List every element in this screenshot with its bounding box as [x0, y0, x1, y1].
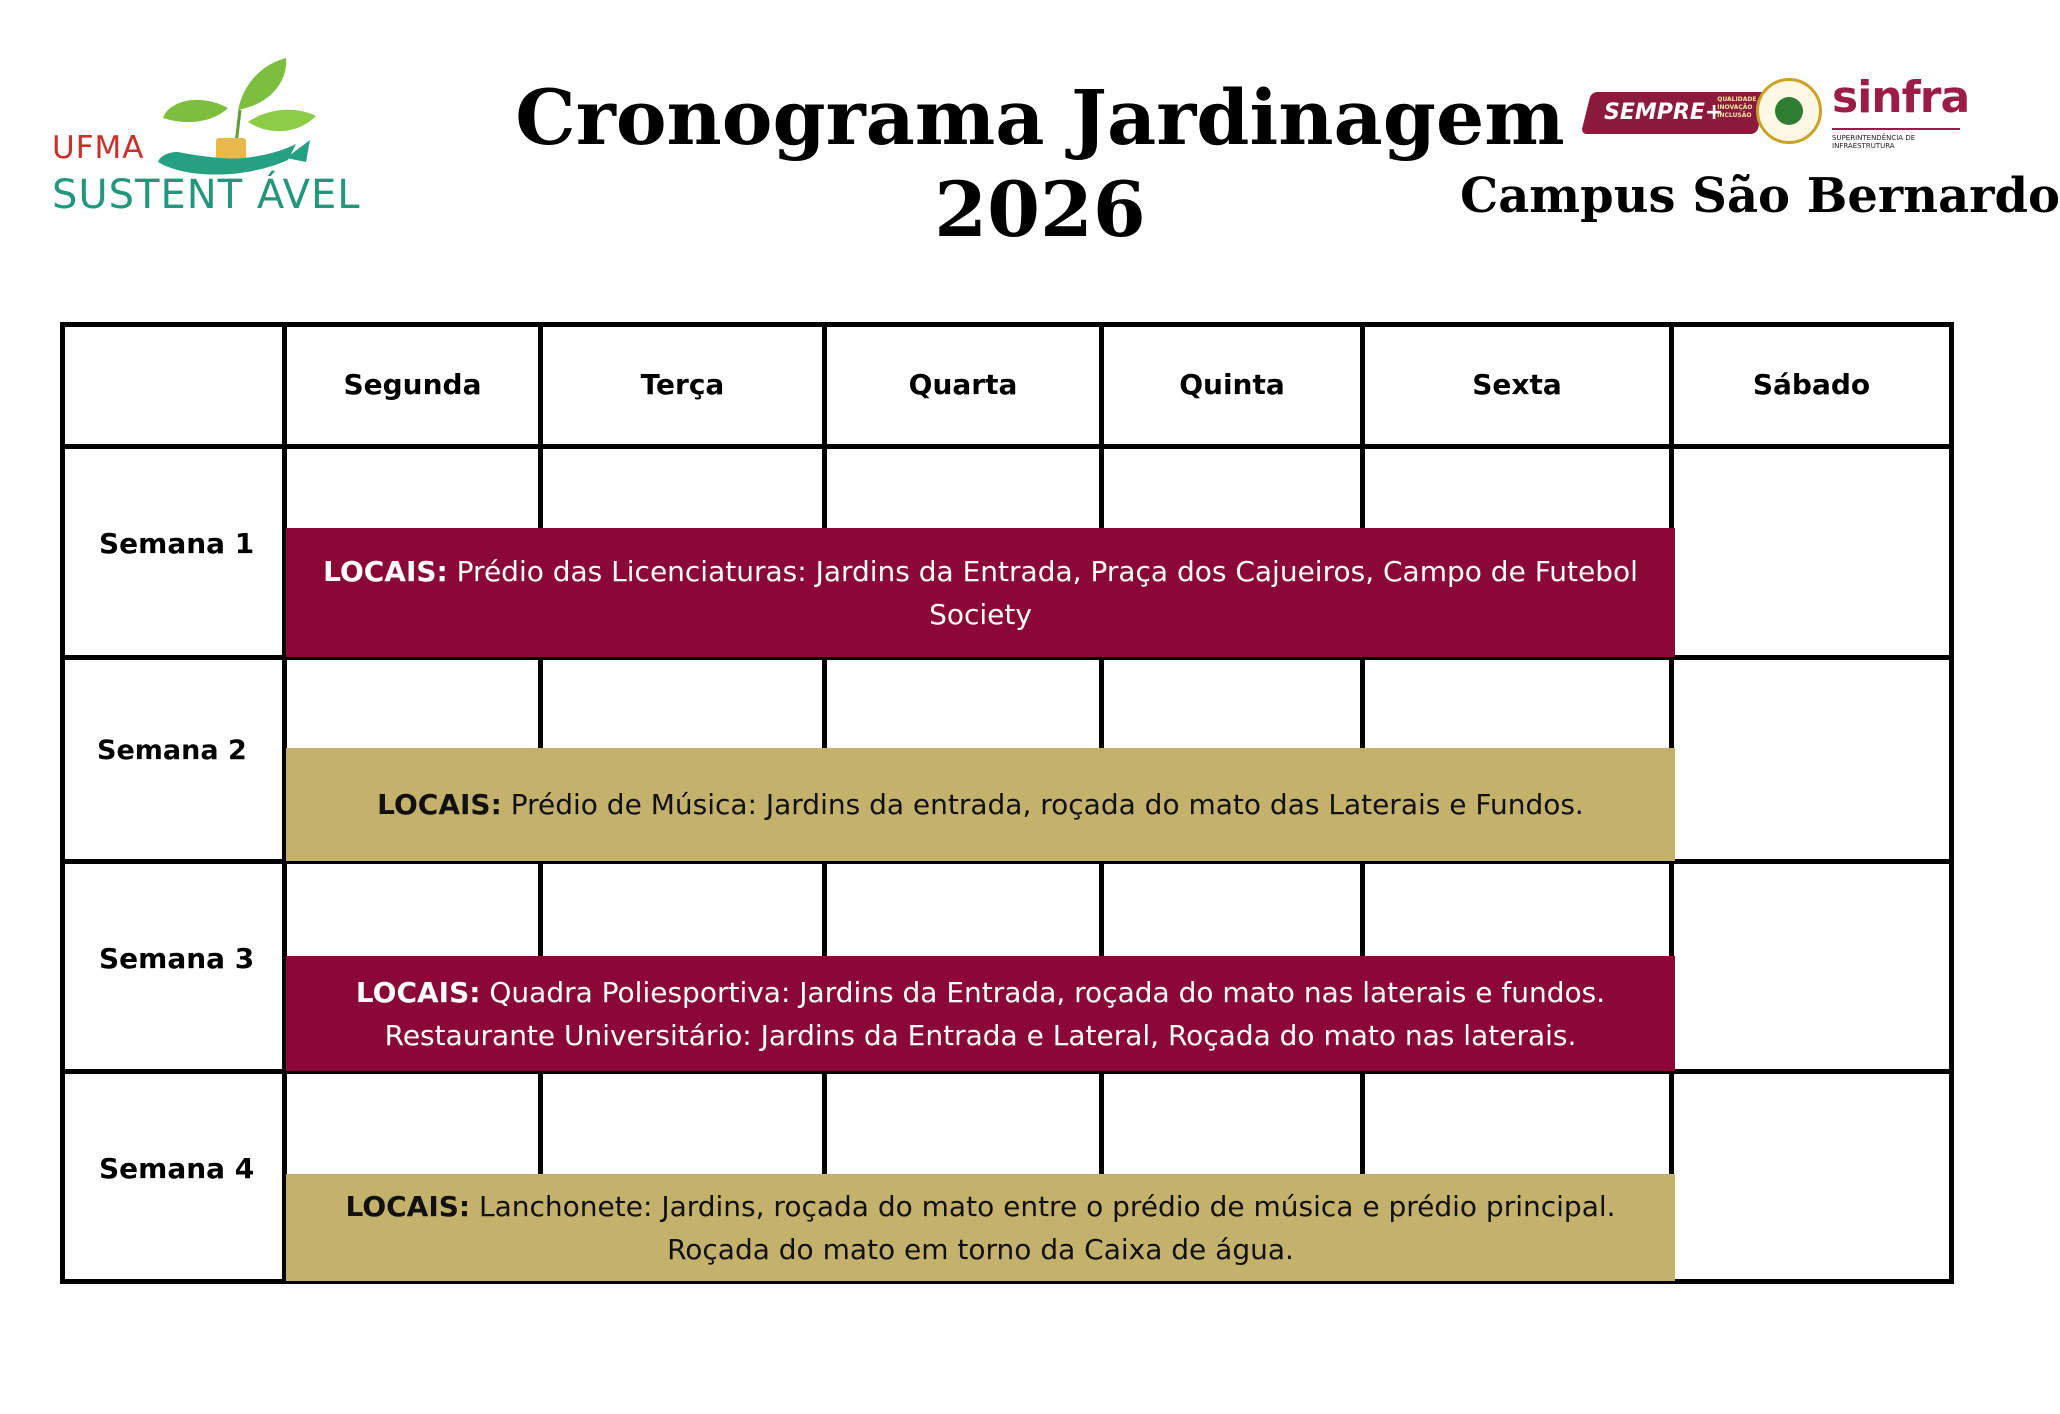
campus-name: Campus São Bernardo	[1460, 168, 2060, 224]
page-title-line2: 2026	[934, 165, 1146, 254]
day-header-sabado: Sábado	[1752, 367, 1871, 401]
week-label-4: Semana 4	[99, 1152, 255, 1185]
schedule-table	[60, 322, 1954, 1284]
sempre-logo-text: SEMPRE+	[1604, 100, 1724, 125]
week-label-3: Semana 3	[99, 942, 255, 975]
locais-label: LOCAIS:	[355, 975, 481, 1009]
week-3-locations-line1	[356, 971, 1605, 1014]
sinfra-subtitle: SUPERINTENDÊNCIA DE INFRAESTRUTURA	[1832, 134, 1916, 150]
week-2-locations-text: Prédio de Música: Jardins da entrada, roçada do mato das Laterais e Fundos.	[501, 788, 1584, 821]
locais-label: LOCAIS:	[345, 1189, 471, 1223]
week-label-2: Semana 2	[97, 735, 247, 766]
week-4-locations-line2: Roçada do mato em torno da Caixa de água.	[667, 1232, 1294, 1266]
page-title	[500, 72, 1580, 256]
day-header-quinta: Quinta	[1179, 367, 1285, 401]
day-header-quarta: Quarta	[908, 367, 1018, 401]
locais-label: LOCAIS:	[377, 788, 502, 821]
sempre-logo	[1581, 92, 1767, 134]
day-header-sexta: Sexta	[1472, 367, 1562, 401]
sempre-tagline: QUALIDADE INOVAÇÃO INCLUSÃO	[1717, 96, 1757, 119]
week-label-1: Semana 1	[99, 527, 255, 560]
day-header-terca: Terça	[640, 367, 725, 401]
sinfra-logo-text: sinfra	[1832, 72, 1970, 123]
ufma-logo-text: UFMA	[52, 130, 145, 166]
day-header-segunda: Segunda	[343, 367, 482, 401]
week-4-locations-text: Lanchonete: Jardins, roçada do mato entre o prédio de música e prédio principal.	[470, 1189, 1616, 1223]
week-1-locations-text: Prédio das Licenciaturas: Jardins da Entrada, Praça dos Cajueiros, Campo de Futebol	[447, 554, 1638, 588]
sinfra-underline	[1832, 128, 1960, 130]
ufma-seal-icon	[1756, 78, 1822, 144]
sustentavel-logo-text: SUSTENT ÁVEL	[52, 172, 361, 218]
week-1-locations-line2: Society	[929, 597, 1032, 631]
week-3-locations	[286, 956, 1675, 1071]
ufma-sustentavel-logo	[48, 52, 361, 222]
week-4-locations-line1	[345, 1185, 1615, 1228]
week-1-locations-line1	[323, 550, 1638, 593]
week-2-locations	[286, 748, 1675, 861]
week-3-locations-line2: Restaurante Universitário: Jardins da Entrada e Lateral, Roçada do mato nas laterais.	[384, 1018, 1577, 1052]
week-2-locations-line1	[377, 783, 1584, 826]
sempre-sinfra-logos	[1586, 72, 1970, 158]
grid-vline	[1949, 322, 1954, 1284]
week-4-locations	[286, 1174, 1675, 1281]
grid-vline	[60, 322, 65, 1284]
week-1-locations	[286, 528, 1675, 657]
week-3-locations-text: Quadra Poliesportiva: Jardins da Entrada, roçada do mato nas laterais e fundos.	[480, 975, 1606, 1009]
page-title-line1: Cronograma Jardinagem	[515, 73, 1565, 162]
locais-label: LOCAIS:	[323, 554, 448, 588]
